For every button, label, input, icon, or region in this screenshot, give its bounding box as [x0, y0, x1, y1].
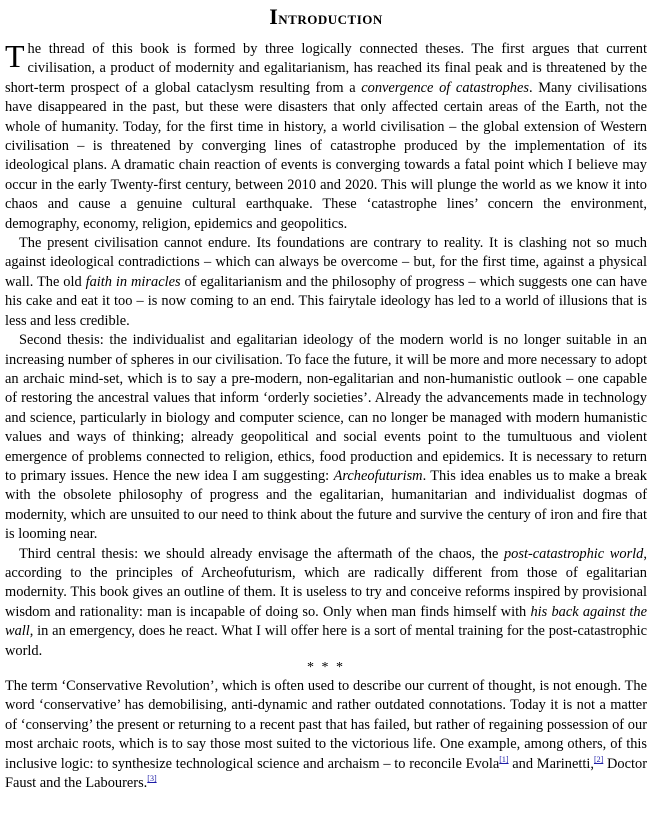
paragraph-text: of egalitarianism and the philosophy of progress – which suggests one can have his cake and eat it too – is now coming to an end. This fairytale ideology has led to a world of illusions that is less and less credible. — [5, 273, 648, 329]
paragraph-first-thesis — [5, 40, 647, 234]
italic-term: Archeofuturism — [333, 467, 423, 484]
paragraph-text: The present civilisation cannot endure. Its foundations are contrary to reality. It is clashing not so much against ideological contradictions – which can always be overcome – but, for the first time, against a physical wall. The old — [5, 235, 647, 290]
footnote-link-2[interactable]: [2] — [593, 754, 604, 764]
italic-term: post-catastrophic world — [503, 545, 644, 562]
paragraph-text: . Many civilisations have disappeared in the past, but these were disasters that only affected certain areas of the Earth, not the whole of humanity. Today, for the first time in history, a world civilisation – the global extension of Western civilisation – is threatened by converging lines of catastrophe produced by the implementation of its ideological plans. A dramatic chain reaction of events is converging towards a fatal point which I believe may occur in the early Twenty-first century, between 2010 and 2020. This will plunge the world as we know it into chaos and cause a genuine cultural earthquake. These ‘catastrophe lines’ concern the environment, demography, economy, religion, epidemics and geopolitics. — [5, 79, 647, 232]
paragraph-text: The term ‘Conservative Revolution’, which is often used to describe our current of thought, is not enough. The word ‘conservative’ has demobilising, anti-dynamic and rather outdated connotations. Today it is not a matter of ‘conserving’ the present or returning to a recent past that has failed, but rather of regaining possession of our most archaic roots, which is to say those most suited to the victorious life. One example, among others, of this inclusive logic: to synthesize technological science and archaism – to reconcile Evola — [5, 678, 647, 772]
paragraph-third-thesis — [5, 545, 647, 661]
paragraph-text: . This idea enables us to make a break with the obsolete philosophy of progress and the egalitarian, humanitarian and individualist dogmas of modernity, which are unsuited to our need to think about the future and survive the century of iron and fire that is looming near. — [5, 467, 647, 543]
paragraph-text: Second thesis: the individualist and egalitarian ideology of the modern world is no longer suitable in an increasing number of spheres in our civilisation. To face the future, it will be more and more necessary to adopt an archaic mind-set, which is to say a pre-modern, non-egalitarian and non-humanistic outlook – one capable of restoring the ancestral values that inform ‘orderly societies’. Already the advancements made in technology and science, particularly in biology and computer science, can no longer be managed with modern humanistic values and ways of thinking; already geopolitical and social events point to the tumultuous and violent emergence of problems connected to religion, ethics, food production and epidemics. It is necessary to return to primary issues. Hence the new idea I am suggesting: — [5, 332, 647, 484]
italic-term: his back against the wall — [5, 603, 647, 640]
paragraph-text: The thread of this book is formed by three logically connected theses. The first argues that current civilisation, a product of modernity and egalitarianism, has reached its final peak and is threatened by the short-term prospect of a global cataclysm resulting from a — [5, 38, 647, 96]
paragraph-text: Doctor Faust and the Labourers. — [5, 755, 647, 792]
paragraph-text: Third central thesis: we should already envisage the aftermath of the chaos, the — [19, 545, 504, 562]
paragraph-text: , according to the principles of Archeofuturism, which are radically different from those of egalitarian modernity. This book gives an outline of them. It is useless to try and conceive reforms inspired by provisional wisdom and rationality: man is incapable of doing so. Only when man finds himself with — [5, 545, 647, 620]
paragraph-present-civilisation — [5, 234, 647, 331]
paragraph-text: , in an emergency, does he react. What I will offer here is a sort of mental training for the post-catastrophic world. — [5, 623, 647, 659]
paragraph-text: and Marinetti, — [508, 755, 594, 772]
paragraph-second-thesis — [5, 331, 647, 544]
section-separator: * * * — [307, 660, 345, 675]
italic-term: faith in miracles — [85, 273, 181, 290]
footnote-link-1[interactable]: [1] — [499, 754, 509, 764]
italic-term: convergence of catastrophes — [361, 79, 529, 96]
paragraph-conservative-revolution — [5, 677, 647, 793]
footnote-link-3[interactable]: [3] — [147, 774, 157, 784]
chapter-title — [5, 6, 647, 28]
chapter-title-rest: ntroduction — [278, 8, 383, 28]
page — [5, 6, 647, 793]
chapter-title-initial: I — [269, 4, 279, 29]
